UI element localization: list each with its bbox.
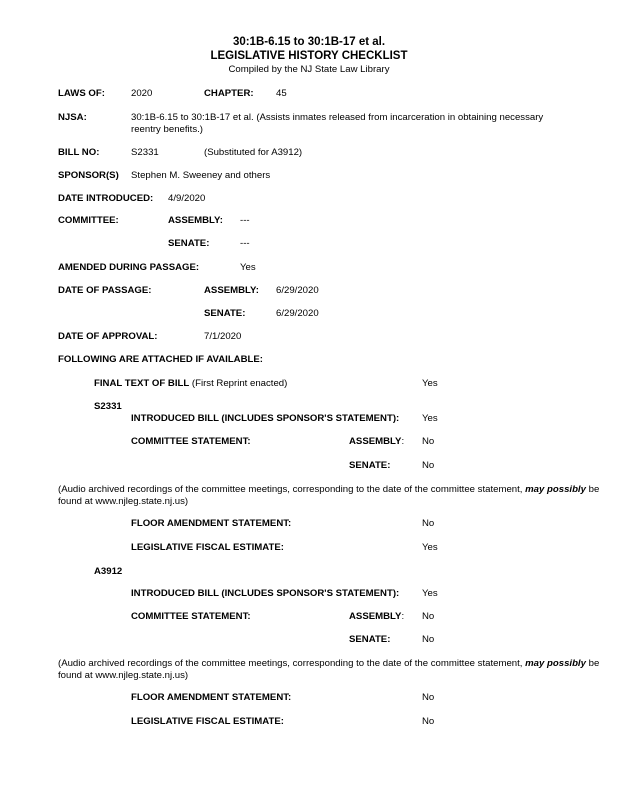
compiled-by: Compiled by the NJ State Law Library xyxy=(228,64,390,75)
s2331-introduced-label: INTRODUCED BILL (INCLUDES SPONSOR'S STATEMENT): xyxy=(131,413,400,424)
s2331-fiscal-label: LEGISLATIVE FISCAL ESTIMATE: xyxy=(131,542,284,553)
bill-no-value: S2331 xyxy=(131,147,159,158)
date-introduced-value: 4/9/2020 xyxy=(168,193,206,204)
committee-senate-value: --- xyxy=(240,238,250,249)
s2331-committee-label: COMMITTEE STATEMENT: xyxy=(131,436,251,447)
s2331-assembly-value: No xyxy=(422,436,435,447)
committee-assembly-label: ASSEMBLY: xyxy=(168,215,223,226)
a3912-introduced-value: Yes xyxy=(422,588,438,599)
final-text-value: Yes xyxy=(422,378,438,389)
laws-of-value: 2020 xyxy=(131,88,153,99)
a3912-introduced-label: INTRODUCED BILL (INCLUDES SPONSOR'S STATEMENT): xyxy=(131,588,400,599)
final-text-note: (First Reprint enacted) xyxy=(191,378,288,389)
final-text-row xyxy=(94,378,287,389)
s2331-fiscal-value: Yes xyxy=(422,542,438,553)
sponsor-value: Stephen M. Sweeney and others xyxy=(131,170,271,181)
s2331-senate-label: SENATE: xyxy=(349,460,391,471)
a3912-fiscal-label: LEGISLATIVE FISCAL ESTIMATE: xyxy=(131,716,284,727)
a3912-floor-label: FLOOR AMENDMENT STATEMENT: xyxy=(131,692,292,703)
date-introduced-label: DATE INTRODUCED: xyxy=(58,193,154,204)
audio-note-text: (Audio archived recordings of the committee meetings, corresponding to the date of the committee statement, xyxy=(58,658,526,669)
date-of-approval-value: 7/1/2020 xyxy=(204,331,242,342)
committee-label: COMMITTEE: xyxy=(58,215,119,226)
amended-label: AMENDED DURING PASSAGE: xyxy=(58,262,200,273)
audio-note-text: (Audio archived recordings of the committee meetings, corresponding to the date of the committee statement, xyxy=(58,484,526,495)
s2331-floor-label: FLOOR AMENDMENT STATEMENT: xyxy=(131,518,292,529)
bill-no-label: BILL NO: xyxy=(58,147,100,158)
document-subtitle: LEGISLATIVE HISTORY CHECKLIST xyxy=(210,50,408,62)
date-of-passage-label: DATE OF PASSAGE: xyxy=(58,285,152,296)
s2331-audio-note xyxy=(58,484,603,508)
document-title: 30:1B-6.15 to 30:1B-17 et al. xyxy=(232,36,386,48)
amended-value: Yes xyxy=(240,262,256,273)
a3912-assembly-label: ASSEMBLY xyxy=(349,611,402,622)
a3912-assembly-value: No xyxy=(422,611,435,622)
passage-assembly-label: ASSEMBLY: xyxy=(204,285,259,296)
passage-assembly-value: 6/29/2020 xyxy=(276,285,319,296)
s2331-heading: S2331 xyxy=(94,401,122,412)
a3912-fiscal-value: No xyxy=(422,716,435,727)
s2331-introduced-value: Yes xyxy=(422,413,438,424)
s2331-assembly-row: ASSEMBLY: xyxy=(349,436,405,447)
s2331-assembly-label: ASSEMBLY xyxy=(349,436,402,447)
bill-no-note: (Substituted for A3912) xyxy=(204,147,303,158)
date-of-approval-label: DATE OF APPROVAL: xyxy=(58,331,158,342)
s2331-senate-value: No xyxy=(422,460,435,471)
sponsor-label: SPONSOR(S) xyxy=(58,170,119,181)
attached-heading: FOLLOWING ARE ATTACHED IF AVAILABLE: xyxy=(58,354,263,365)
a3912-floor-value: No xyxy=(422,692,435,703)
a3912-audio-note xyxy=(58,658,603,682)
audio-note-emphasis: may possibly xyxy=(525,658,586,669)
a3912-heading: A3912 xyxy=(94,566,123,577)
s2331-floor-value: No xyxy=(422,518,435,529)
a3912-committee-label: COMMITTEE STATEMENT: xyxy=(131,611,251,622)
njsa-label: NJSA: xyxy=(58,112,87,123)
passage-senate-value: 6/29/2020 xyxy=(276,308,319,319)
a3912-assembly-row: ASSEMBLY: xyxy=(349,611,405,622)
committee-assembly-value: --- xyxy=(240,215,250,226)
laws-of-label: LAWS OF: xyxy=(58,88,105,99)
audio-note-text-end: be found at www.njleg.state.nj.us) xyxy=(58,484,600,507)
final-text-label: FINAL TEXT OF BILL xyxy=(94,378,190,389)
chapter-value: 45 xyxy=(276,88,287,99)
a3912-senate-label: SENATE: xyxy=(349,634,391,645)
audio-note-emphasis: may possibly xyxy=(525,484,586,495)
a3912-senate-value: No xyxy=(422,634,435,645)
passage-senate-label: SENATE: xyxy=(204,308,246,319)
chapter-label: CHAPTER: xyxy=(204,88,254,99)
njsa-value: 30:1B-6.15 to 30:1B-17 et al. (Assists inmates released from incarceration in obtaining necessary reentry benefits.) xyxy=(131,112,544,135)
audio-note-text-end: be found at www.njleg.state.nj.us) xyxy=(58,658,600,681)
committee-senate-label: SENATE: xyxy=(168,238,210,249)
